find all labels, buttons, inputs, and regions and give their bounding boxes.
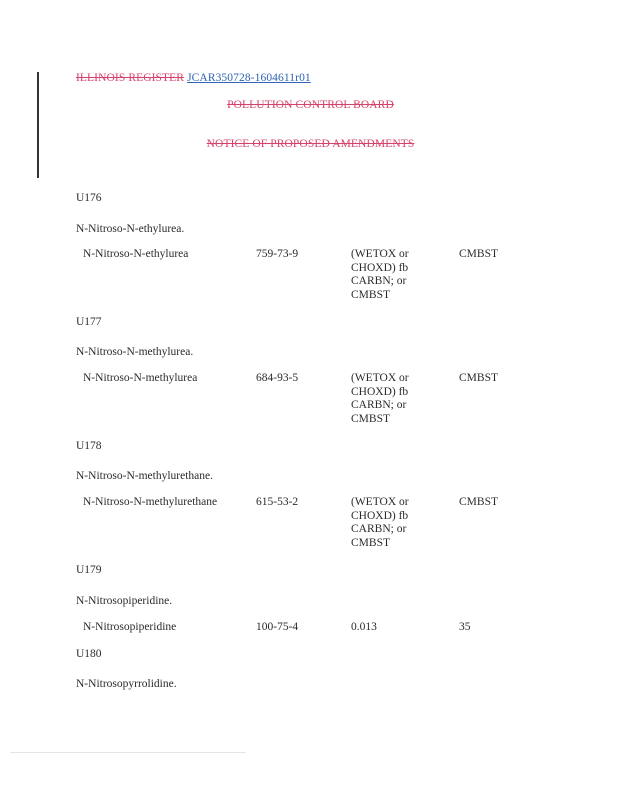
constituent-name: N-Nitroso-N-ethylurea: [83, 248, 189, 260]
cas-number: 684-93-5: [256, 372, 299, 384]
nonwastewater-standard: CMBST: [459, 496, 498, 508]
waste-description: N-Nitroso-N-methylurethane.: [76, 470, 214, 482]
nonwastewater-standard: CMBST: [459, 372, 498, 384]
waste-description: N-Nitroso-N-ethylurea.: [76, 223, 185, 235]
wastewater-standard: (WETOX or CHOXD) fb CARBN; or CMBST: [351, 372, 409, 425]
board-header: [0, 99, 621, 111]
waste-code: U180: [76, 648, 102, 660]
register-header: [76, 72, 311, 84]
cas-number: 100-75-4: [256, 621, 299, 633]
waste-description: N-Nitrosopiperidine.: [76, 595, 173, 607]
revision-change-bar: [37, 72, 39, 178]
cas-number: 615-53-2: [256, 496, 299, 508]
constituent-name: N-Nitroso-N-methylurethane: [83, 496, 218, 508]
waste-code: U176: [76, 192, 102, 204]
wastewater-standard: (WETOX or CHOXD) fb CARBN; or CMBST: [351, 496, 409, 549]
notice-title-deleted: NOTICE OF PROPOSED AMENDMENTS: [206, 138, 415, 150]
waste-description: N-Nitrosopyrrolidine.: [76, 678, 177, 690]
wastewater-standard: (WETOX or CHOXD) fb CARBN; or CMBST: [351, 248, 409, 301]
notice-header: [0, 138, 621, 150]
wastewater-standard: 0.013: [351, 621, 377, 633]
waste-code: U178: [76, 440, 102, 452]
waste-description: N-Nitroso-N-methylurea.: [76, 346, 194, 358]
board-title-deleted: POLLUTION CONTROL BOARD: [227, 99, 394, 111]
constituent-name: N-Nitroso-N-methylurea: [83, 372, 198, 384]
constituent-name: N-Nitrosopiperidine: [83, 621, 177, 633]
waste-code: U179: [76, 564, 102, 576]
register-title-deleted: ILLINOIS REGISTER: [76, 72, 185, 84]
nonwastewater-standard: 35: [459, 621, 471, 633]
cas-number: 759-73-9: [256, 248, 299, 260]
waste-code: U177: [76, 316, 102, 328]
footer-rule: [10, 752, 246, 753]
nonwastewater-standard: CMBST: [459, 248, 498, 260]
register-id-inserted: JCAR350728-1604611r01: [187, 72, 311, 84]
